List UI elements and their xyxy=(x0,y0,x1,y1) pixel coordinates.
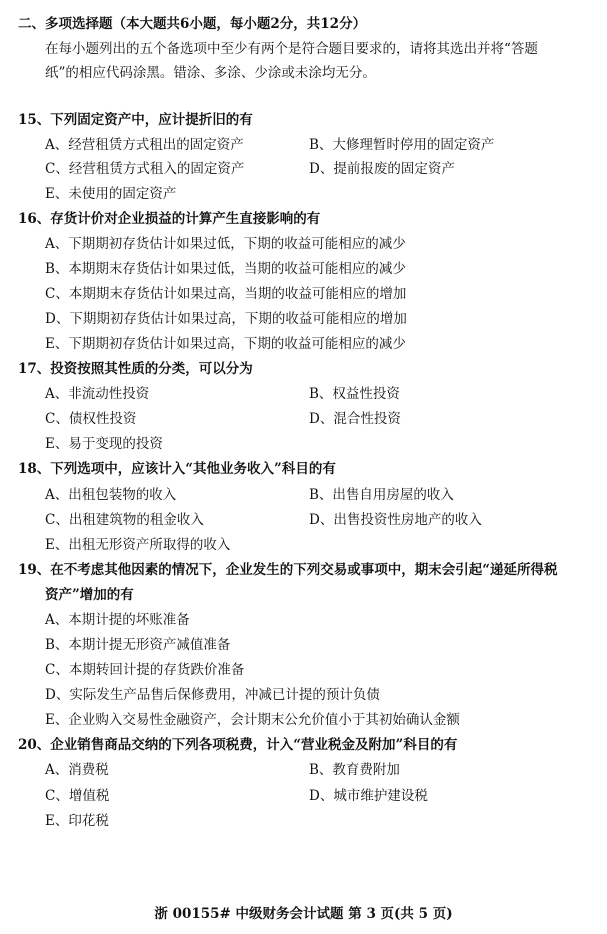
question-17-option-c: C、债权性投资 xyxy=(45,411,137,427)
question-20-option-c: C、增值税 xyxy=(45,788,110,804)
section-instructions-line1: 在每小题列出的五个备选项中至少有两个是符合题目要求的，请将其选出并将“答题 xyxy=(45,41,538,57)
question-18-option-b: B、出售自用房屋的收入 xyxy=(309,487,454,503)
question-15-option-d: D、提前报废的固定资产 xyxy=(309,161,455,177)
section-title: 二、多项选择题（本大题共6小题，每小题2分，共12分） xyxy=(18,16,367,32)
question-19-text-line1: 19、在不考虑其他因素的情况下，企业发生的下列交易或事项中，期末会引起“递延所得税 xyxy=(18,562,558,578)
question-19-option-e: E、企业购入交易性金融资产，会计期末公允价值小于其初始确认金额 xyxy=(45,712,460,728)
page-footer: 浙 00155# 中级财务会计试题 第 3 页(共 5 页) xyxy=(154,906,453,922)
question-18-option-c: C、出租建筑物的租金收入 xyxy=(45,512,204,528)
question-15-option-e: E、未使用的固定资产 xyxy=(45,186,177,202)
question-19-option-c: C、本期转回计提的存货跌价准备 xyxy=(45,662,245,678)
question-15-option-b: B、大修理暂时停用的固定资产 xyxy=(309,137,495,153)
question-17-option-e: E、易于变现的投资 xyxy=(45,436,163,452)
question-16-option-e: E、下期期初存货估计如果过高，下期的收益可能相应的减少 xyxy=(45,336,406,352)
question-17-text: 17、投资按照其性质的分类，可以分为 xyxy=(18,361,253,377)
question-16-option-c: C、本期期末存货估计如果过高，当期的收益可能相应的增加 xyxy=(45,286,407,302)
question-20-text: 20、企业销售商品交纳的下列各项税费，计入“营业税金及附加”科目的有 xyxy=(18,737,458,753)
question-16-option-b: B、本期期末存货估计如果过低，当期的收益可能相应的减少 xyxy=(45,261,406,277)
question-19-option-d: D、实际发生产品售后保修费用，冲减已计提的预计负债 xyxy=(45,687,380,703)
question-20-option-d: D、城市维护建设税 xyxy=(309,788,428,804)
question-15-option-a: A、经营租赁方式租出的固定资产 xyxy=(45,137,244,153)
question-18-option-d: D、出售投资性房地产的收入 xyxy=(309,512,482,528)
question-17-option-d: D、混合性投资 xyxy=(309,411,401,427)
question-15-text: 15、下列固定资产中，应计提折旧的有 xyxy=(18,112,253,128)
question-17-option-b: B、权益性投资 xyxy=(309,386,400,402)
question-15-option-c: C、经营租赁方式租入的固定资产 xyxy=(45,161,245,177)
question-18-option-e: E、出租无形资产所取得的收入 xyxy=(45,537,231,553)
question-20-option-b: B、教育费附加 xyxy=(309,762,400,778)
question-17-option-a: A、非流动性投资 xyxy=(45,386,150,402)
question-18-option-a: A、出租包装物的收入 xyxy=(45,487,177,503)
question-19-text-line2: 资产”增加的有 xyxy=(45,587,134,603)
question-18-text: 18、下列选项中，应该计入“其他业务收入”科目的有 xyxy=(18,461,336,477)
question-20-option-e: E、印花税 xyxy=(45,813,109,829)
question-20-option-a: A、消费税 xyxy=(45,762,109,778)
question-16-text: 16、存货计价对企业损益的计算产生直接影响的有 xyxy=(18,211,321,227)
section-instructions-line2: 纸”的相应代码涂黑。错涂、多涂、少涂或未涂均无分。 xyxy=(45,65,376,81)
question-19-option-a: A、本期计提的坏账准备 xyxy=(45,612,190,628)
question-19-option-b: B、本期计提无形资产减值准备 xyxy=(45,637,231,653)
question-16-option-a: A、下期期初存货估计如果过低，下期的收益可能相应的减少 xyxy=(45,236,406,252)
question-16-option-d: D、下期期初存货估计如果过高，下期的收益可能相应的增加 xyxy=(45,311,407,327)
